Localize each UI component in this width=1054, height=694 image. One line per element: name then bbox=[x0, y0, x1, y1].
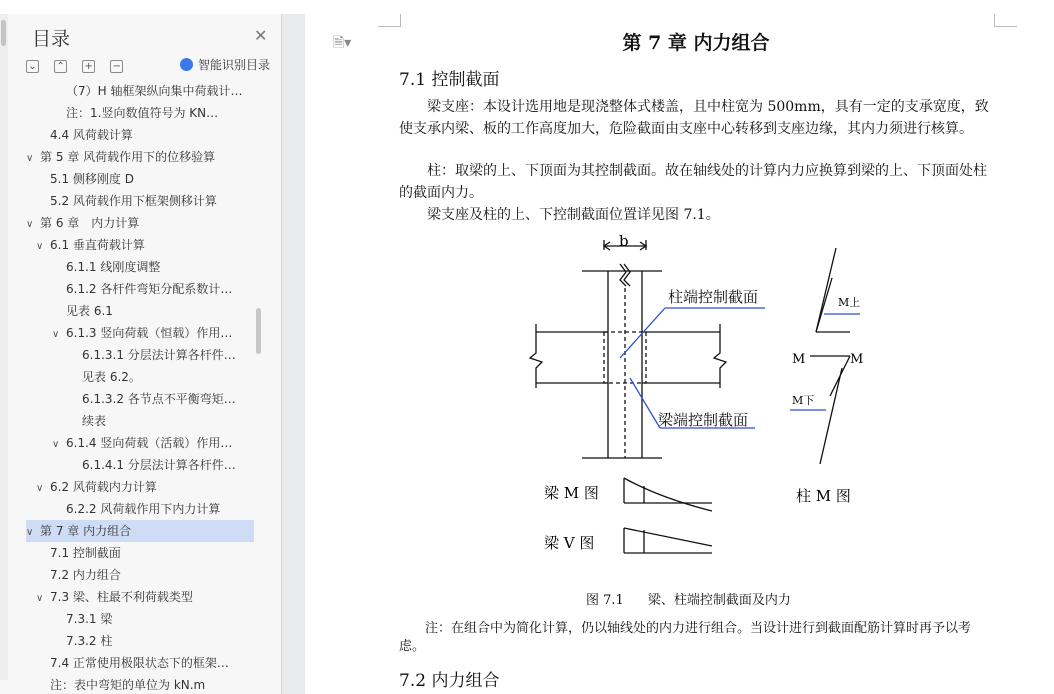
chapter-title: 第 7 章 内力组合 bbox=[622, 32, 770, 54]
toc-item[interactable] bbox=[26, 542, 254, 564]
margin-mark bbox=[994, 14, 1017, 27]
toc-toolbar bbox=[26, 56, 133, 72]
toc-item[interactable] bbox=[26, 410, 254, 432]
toc-item-label: 5.1 侧移刚度 D bbox=[50, 172, 134, 186]
toc-item[interactable] bbox=[26, 652, 254, 674]
toc-item[interactable] bbox=[26, 300, 254, 322]
figure-label-m-top: M上 bbox=[838, 296, 861, 309]
toc-item[interactable] bbox=[26, 520, 254, 542]
toc-item[interactable] bbox=[26, 454, 254, 476]
toc-item[interactable] bbox=[26, 586, 254, 608]
figure-label-b: b bbox=[619, 232, 629, 250]
toc-item-label: 见表 6.1 bbox=[66, 304, 113, 318]
toc-item[interactable] bbox=[26, 212, 254, 234]
chevron-down-icon[interactable]: ∨ bbox=[26, 153, 34, 164]
toc-panel bbox=[0, 14, 282, 694]
chevron-down-icon[interactable]: ∨ bbox=[52, 329, 60, 340]
toc-item-label: 第 5 章 风荷载作用下的位移验算 bbox=[40, 150, 216, 164]
figure-label-m-bottom: M下 bbox=[792, 394, 815, 407]
toc-item[interactable] bbox=[26, 322, 254, 344]
toc-item[interactable] bbox=[26, 278, 254, 300]
chevron-down-icon[interactable]: ∨ bbox=[36, 241, 44, 252]
figure-caption bbox=[586, 589, 815, 608]
toc-item-label: 6.1.1 线刚度调整 bbox=[66, 260, 161, 274]
toc-item[interactable] bbox=[26, 344, 254, 366]
paragraph-beam-support: 梁支座：本设计选用地是现浇整体式楼盖，且中柱宽为 500mm，具有一定的支承宽度，致使支承内梁、板的工作高度加大，危险截面由支座中心转移到支座边缘，其内力须进行核算。 bbox=[399, 99, 989, 137]
top-toolbar bbox=[0, 0, 1054, 15]
toc-item[interactable] bbox=[26, 124, 254, 146]
chevron-down-icon[interactable]: ∨ bbox=[52, 439, 60, 450]
chevron-down-icon[interactable]: ∨ bbox=[36, 593, 44, 604]
figure-label-column-section: 柱端控制截面 bbox=[668, 288, 759, 306]
expand-all-icon[interactable]: ⌃ bbox=[54, 60, 67, 73]
toc-item[interactable] bbox=[26, 476, 254, 498]
toc-item[interactable] bbox=[26, 234, 254, 256]
toc-item-label: 7.1 控制截面 bbox=[50, 546, 121, 560]
paragraph-note: 注：在组合中为简化计算，仍以轴线处的内力进行组合。当设计进行到截面配筋计算时再予以考虑。 bbox=[399, 621, 972, 654]
remove-icon[interactable]: − bbox=[110, 60, 123, 73]
toc-item[interactable] bbox=[26, 146, 254, 168]
smart-toc-icon bbox=[180, 58, 193, 71]
toc-item-label: 6.1.2 各杆件弯矩分配系数计… bbox=[66, 282, 233, 296]
toc-item-label: 6.1.4.1 分层法计算各杆件… bbox=[82, 458, 236, 472]
chevron-down-icon[interactable]: ∨ bbox=[26, 219, 34, 230]
toc-list bbox=[26, 80, 258, 694]
chevron-down-icon[interactable]: ∨ bbox=[26, 527, 34, 538]
toc-title: 目录 bbox=[32, 28, 71, 50]
smart-toc-label: 智能识别目录 bbox=[198, 58, 271, 72]
collapse-all-icon[interactable]: ⌄ bbox=[26, 60, 39, 73]
toc-item-label: 6.2.2 风荷载作用下内力计算 bbox=[66, 502, 221, 516]
toc-item[interactable] bbox=[26, 630, 254, 652]
close-icon[interactable]: ✕ bbox=[254, 26, 268, 45]
toc-item-label: 见表 6.2。 bbox=[82, 370, 141, 384]
toc-item[interactable] bbox=[26, 80, 254, 102]
smart-toc-button[interactable] bbox=[180, 56, 270, 73]
chevron-down-icon[interactable]: ∨ bbox=[36, 483, 44, 494]
toc-item-label: 第 6 章 内力计算 bbox=[40, 216, 140, 230]
toc-item-label: 6.1.3.2 各节点不平衡弯矩… bbox=[82, 392, 236, 406]
toc-item-label: 6.2 风荷载内力计算 bbox=[50, 480, 157, 494]
toc-item-label: 注：1.竖向数值符号为 KN… bbox=[66, 106, 219, 120]
margin-mark bbox=[378, 14, 401, 27]
toc-item[interactable] bbox=[26, 190, 254, 212]
left-edge-scrollbar[interactable] bbox=[0, 14, 8, 680]
toc-item-label: 4.4 风荷载计算 bbox=[50, 128, 133, 142]
toc-item-label: 7.2 内力组合 bbox=[50, 568, 121, 582]
paragraph-column: 柱：取梁的上、下顶面为其控制截面。故在轴线处的计算内力应换算到梁的上、下顶面处柱的截面内力。 bbox=[399, 163, 987, 201]
paragraph-figure-ref: 梁支座及柱的上、下控制截面位置详见图 7.1。 bbox=[427, 207, 720, 223]
figure-7-1 bbox=[520, 228, 880, 568]
figure-label-beam-m: 梁 M 图 bbox=[544, 484, 599, 502]
toc-item-label: 第 7 章 内力组合 bbox=[40, 524, 132, 538]
toc-item[interactable] bbox=[26, 564, 254, 586]
toc-item-label: 6.1 垂直荷载计算 bbox=[50, 238, 145, 252]
toc-item-label: （7）H 轴框架纵向集中荷载计… bbox=[66, 84, 243, 98]
document-icon[interactable]: 🗎▾ bbox=[333, 35, 352, 51]
toc-item-label: 7.4 正常使用极限状态下的框架… bbox=[50, 656, 229, 670]
add-icon[interactable]: + bbox=[82, 60, 95, 73]
figure-label-column-m: 柱 M 图 bbox=[796, 487, 851, 505]
figure-label-m-right: M bbox=[850, 352, 864, 367]
toc-item-label: 续表 bbox=[82, 414, 107, 428]
section-title-7-2: 7.2 内力组合 bbox=[399, 671, 500, 691]
toc-item[interactable] bbox=[26, 388, 254, 410]
toc-item[interactable] bbox=[26, 102, 254, 124]
toc-item-label: 7.3.2 柱 bbox=[66, 634, 113, 648]
toc-item-label: 7.3 梁、柱最不利荷载类型 bbox=[50, 590, 193, 604]
toc-item-label: 注：表中弯矩的单位为 kN.m bbox=[50, 678, 206, 692]
left-scroll-thumb[interactable] bbox=[1, 20, 6, 46]
figure-label-m-left: M bbox=[792, 352, 806, 367]
toc-item[interactable] bbox=[26, 432, 254, 454]
toc-item-label: 7.3.1 梁 bbox=[66, 612, 113, 626]
toc-item[interactable] bbox=[26, 608, 254, 630]
toc-item-label: 6.1.3.1 分层法计算各杆件… bbox=[82, 348, 236, 362]
toc-item[interactable] bbox=[26, 674, 254, 694]
toc-scrollbar[interactable] bbox=[256, 308, 261, 354]
toc-item[interactable] bbox=[26, 168, 254, 190]
toc-item[interactable] bbox=[26, 498, 254, 520]
toc-item-label: 6.1.3 竖向荷载（恒载）作用… bbox=[66, 326, 233, 340]
toc-item-label: 5.2 风荷载作用下框架侧移计算 bbox=[50, 194, 217, 208]
toc-item[interactable] bbox=[26, 256, 254, 278]
section-title-7-1: 7.1 控制截面 bbox=[399, 70, 500, 90]
figure-label-beam-section: 梁端控制截面 bbox=[658, 411, 749, 429]
figure-label-beam-v: 梁 V 图 bbox=[544, 534, 595, 552]
caption-text: 梁、柱端控制截面及内力 bbox=[647, 593, 791, 608]
toc-item-label: 6.1.4 竖向荷载（活载）作用… bbox=[66, 436, 233, 450]
toc-item[interactable] bbox=[26, 366, 254, 388]
caption-number: 图 7.1 bbox=[586, 593, 624, 608]
